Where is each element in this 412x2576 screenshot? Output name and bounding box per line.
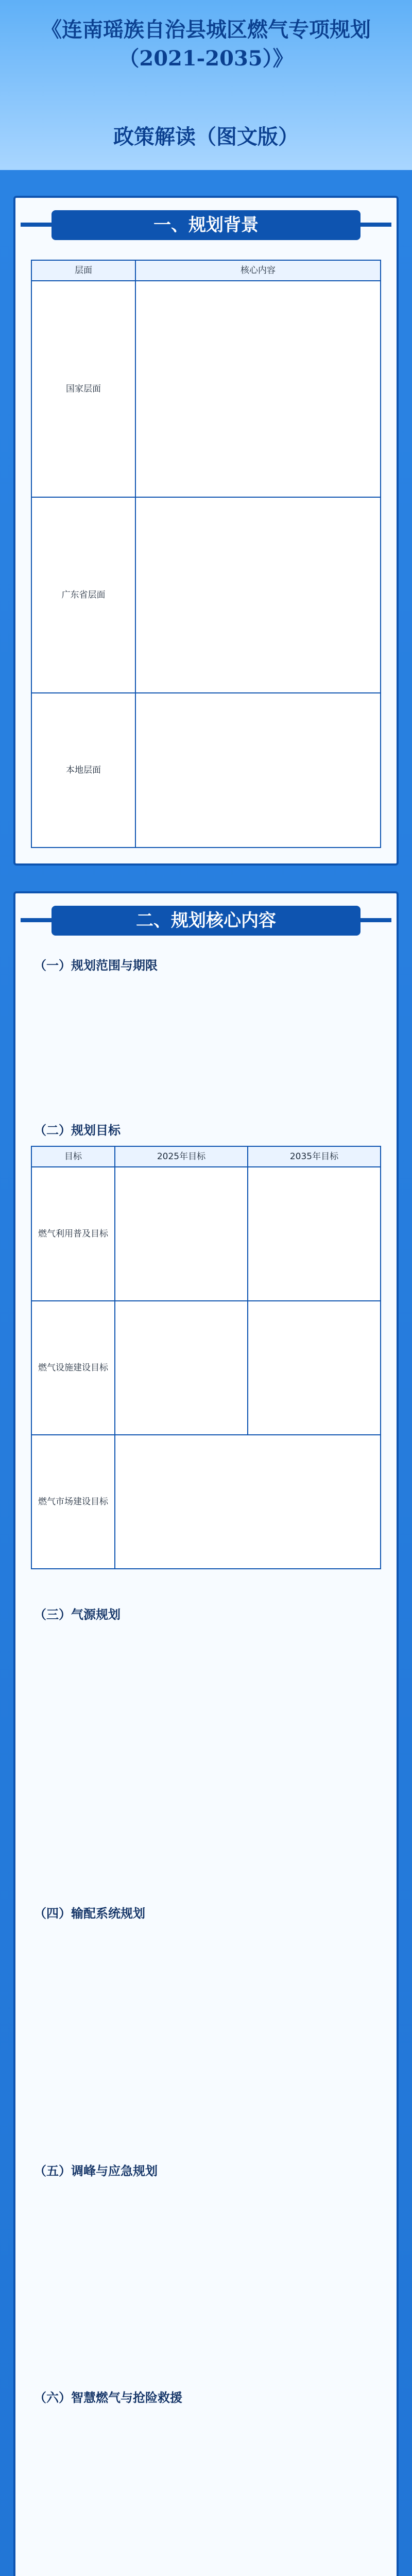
column-header: 2025年目标: [115, 1146, 248, 1167]
table-cell-target: 燃气设施建设目标: [31, 1301, 115, 1435]
page-subtitle: 政策解读（图文版）: [113, 125, 299, 149]
subsection-heading: （二）规划目标: [34, 1123, 121, 1138]
subsection-text: [34, 1625, 380, 1893]
page-title: 《连南瑶族自治县城区燃气专项规划（2021-2035）》: [41, 18, 371, 71]
column-header: 目标: [31, 1146, 115, 1167]
column-header: 层面: [31, 260, 135, 281]
table-cell-content: [135, 281, 381, 497]
subsection-heading: （四）输配系统规划: [34, 1906, 145, 1921]
subsection-text: [34, 1924, 380, 2140]
subsection-heading: （三）气源规划: [34, 1607, 121, 1622]
section-decoration: [360, 223, 391, 227]
table-cell-2025: [115, 1167, 248, 1301]
title-banner: [0, 0, 412, 170]
subsection-text: [34, 2408, 380, 2576]
table-cell-2035: [248, 1301, 381, 1435]
table-cell-2025: [115, 1301, 248, 1435]
table-header-row: [31, 260, 381, 281]
table-row: [31, 497, 381, 693]
subsection-text: [34, 2181, 380, 2377]
table-row: [31, 693, 381, 848]
table-cell-target: 燃气市场建设目标: [31, 1435, 115, 1569]
section-decoration: [21, 223, 52, 227]
core-section: [13, 891, 399, 2576]
table-header-row: [31, 1146, 381, 1167]
table-cell-level: 本地层面: [31, 693, 135, 848]
table-cell-2035: [248, 1167, 381, 1301]
column-header: 核心内容: [135, 260, 381, 281]
section-decoration: [360, 918, 391, 922]
section-title: 一、规划背景: [52, 210, 360, 240]
table-row: [31, 1435, 381, 1569]
background-section: [13, 196, 399, 866]
table-cell-2025: [115, 1435, 381, 1569]
table-cell-target: 燃气利用普及目标: [31, 1167, 115, 1301]
background-table: [31, 260, 381, 848]
table-row: [31, 281, 381, 497]
table-cell-content: [135, 693, 381, 848]
targets-table: [31, 1146, 381, 1569]
section-decoration: [21, 918, 52, 922]
subsection-heading: （六）智慧燃气与抢险救援: [34, 2391, 182, 2405]
column-header: 2035年目标: [248, 1146, 381, 1167]
subsection-heading: （一）规划范围与期限: [34, 958, 158, 973]
table-cell-content: [135, 497, 381, 693]
table-cell-level: 广东省层面: [31, 497, 135, 693]
table-row: [31, 1301, 381, 1435]
section-title: 二、规划核心内容: [52, 906, 360, 936]
table-cell-level: 国家层面: [31, 281, 135, 497]
table-row: [31, 1167, 381, 1301]
subsection-heading: （五）调峰与应急规划: [34, 2164, 158, 2178]
